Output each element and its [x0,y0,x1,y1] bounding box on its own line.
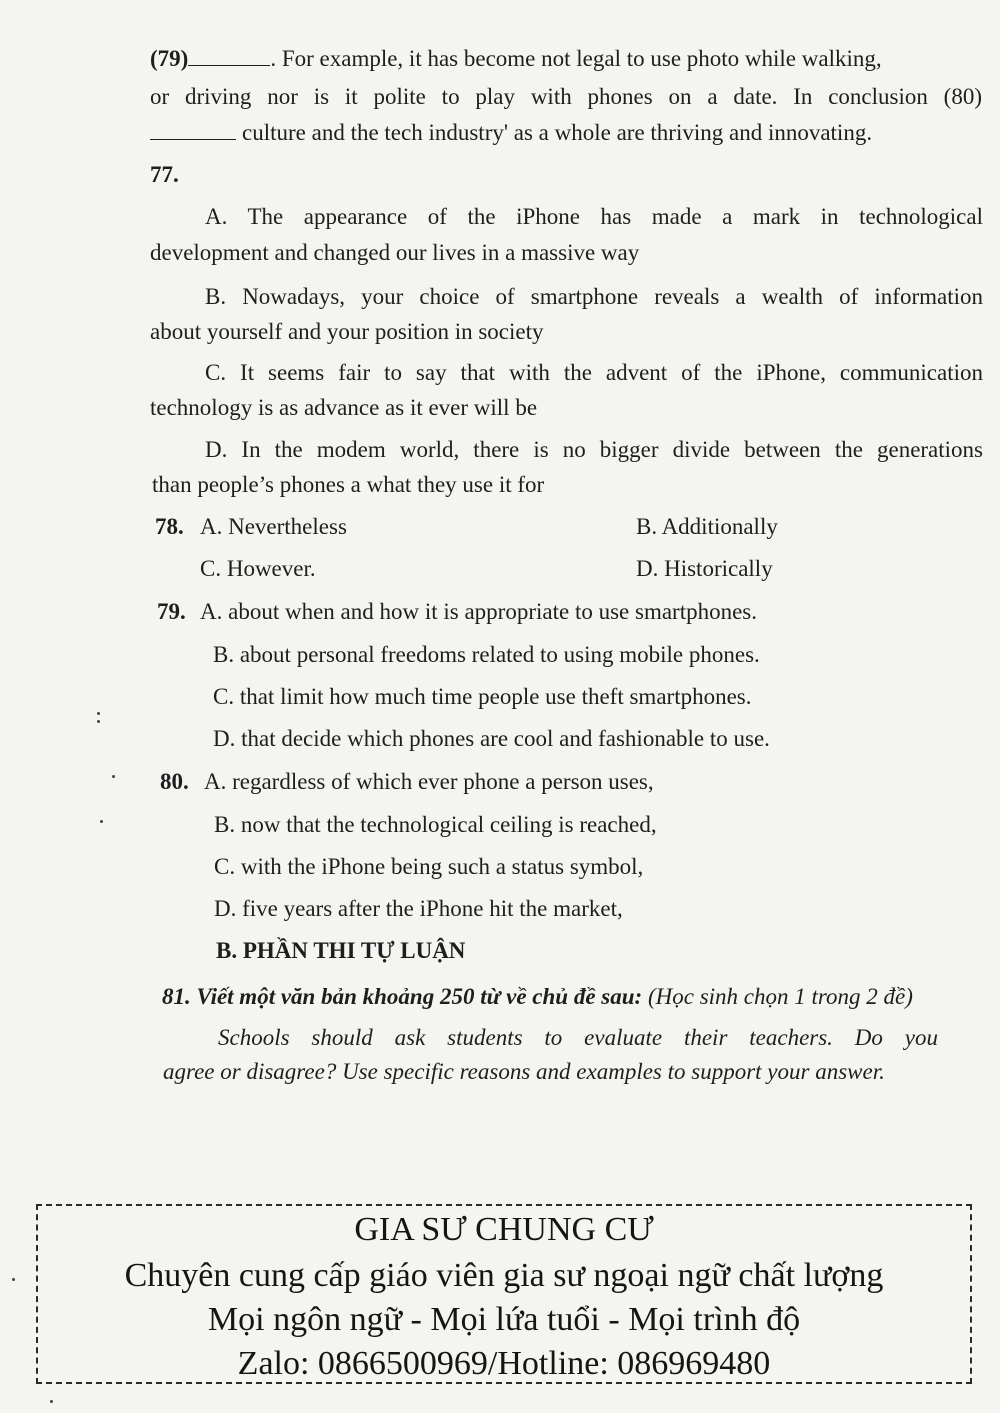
q77-option-a-line1[interactable]: A. The appearance of the iPhone has made a mark in technological [205,204,983,229]
q77-option-c-line2: technology is as advance as it ever will be [150,395,538,420]
q81-label: 81. Viết một văn bản khoảng 250 từ về chủ đề sau: [162,984,643,1009]
passage-line-1 [150,44,982,74]
q77-option-b-line1[interactable]: B. Nowadays, your choice of smartphone reveals a wealth of information [205,284,983,309]
tutor-advert-box [36,1204,972,1384]
scan-speck [97,720,100,723]
q79-option-c[interactable]: C. that limit how much time people use theft smartphones. [213,684,752,709]
q78-option-d[interactable]: D. Historically [636,556,773,581]
passage-line-1-text: . For example, it has become not legal to use photo while walking, [270,46,882,71]
q77-option-c-line1[interactable]: C. It seems fair to say that with the advent of the iPhone, communication [205,360,983,385]
blank-80 [150,119,236,140]
blank-79-number: (79) [150,46,189,71]
q77-option-b-line2: about yourself and your position in society [150,319,544,344]
q80-option-d[interactable]: D. five years after the iPhone hit the market, [214,896,623,921]
scan-speck [50,1400,53,1403]
passage-line-3 [150,118,982,148]
q80-option-b[interactable]: B. now that the technological ceiling is reached, [214,812,657,837]
essay-prompt-line-1: Schools should ask students to evaluate their teachers. Do you [218,1025,938,1050]
advert-title: GIA SƯ CHUNG CƯ [354,1211,654,1248]
blank-79 [188,45,270,66]
question-81 [162,982,988,1012]
essay-prompt-line-2: agree or disagree? Use specific reasons and examples to support your answer. [163,1059,885,1084]
passage-line-2: or driving nor is it polite to play with phones on a date. In conclusion (80) [150,84,982,109]
q79-option-d[interactable]: D. that decide which phones are cool and fashionable to use. [213,726,770,751]
question-78-number: 78. [155,514,184,539]
q78-option-a[interactable]: A. Nevertheless [200,514,347,539]
scan-speck [112,775,115,778]
q77-option-d-line1[interactable]: D. In the modem world, there is no bigger divide between the generations [205,437,983,462]
q77-option-a-line2: development and changed our lives in a massive way [150,240,640,265]
scan-speck [100,820,103,823]
scan-speck [12,1278,15,1281]
advert-line-audience: Mọi ngôn ngữ - Mọi lứa tuổi - Mọi trình độ [207,1301,801,1338]
q78-option-b[interactable]: B. Additionally [636,514,778,539]
q80-option-c[interactable]: C. with the iPhone being such a status symbol, [214,854,644,879]
question-79-number: 79. [157,599,186,624]
q81-note: (Học sinh chọn 1 trong 2 đề) [647,984,913,1009]
scan-speck [97,712,100,715]
advert-line-services: Chuyên cung cấp giáo viên gia sư ngoại ngữ chất lượng [124,1257,884,1294]
q78-option-c[interactable]: C. However. [200,556,316,581]
passage-line-3-text: culture and the tech industry' as a whole are thriving and innovating. [242,120,873,145]
q79-option-b[interactable]: B. about personal freedoms related to using mobile phones. [213,642,760,667]
q80-option-a[interactable]: A. regardless of which ever phone a person uses, [204,769,654,794]
question-80-number: 80. [160,769,189,794]
q77-option-d-line2: than people’s phones a what they use it for [152,472,545,497]
part-b-heading: B. PHẦN THI TỰ LUẬN [216,938,466,963]
q79-option-a[interactable]: A. about when and how it is appropriate to use smartphones. [200,599,757,624]
advert-line-contact: Zalo: 0866500969/Hotline: 086969480 [237,1345,771,1382]
question-77-number: 77. [150,162,179,187]
